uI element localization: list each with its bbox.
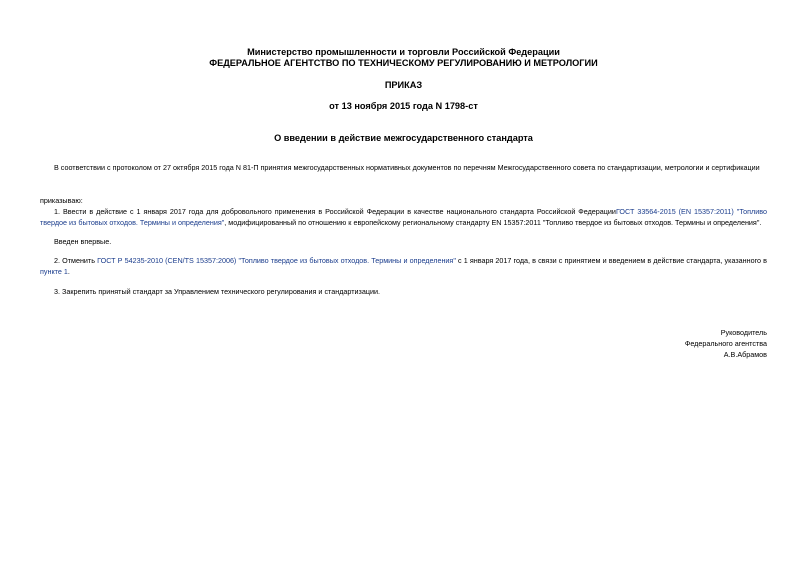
order-word: приказываю: [40, 196, 83, 205]
preamble-paragraph: В соответствии с протоколом от 27 октября 2015 года N 81-П принятия межгосударственных нормативных документов по перечням Межгосударственного совета по стандартизации, метрологии и сертификации [54, 163, 760, 172]
item-2-text-c: . [67, 267, 70, 276]
gost-r-54235-link[interactable]: ГОСТ Р 54235-2010 (CEN/TS 15357:2006) "Топливо твердое из бытовых отходов. Термины и определения" [97, 256, 456, 265]
item-2-text-b: с 1 января 2017 года, в связи с принятием и введением в действие стандарта, указанного в [455, 256, 767, 265]
signature-position-1: Руководитель [720, 328, 767, 337]
gost-33564-link[interactable]: ГОСТ 33564-2015 (EN 15357:2011) "Топливо твердое из бытовых отходов. Термины и определения" [40, 207, 767, 227]
first-introduced-note: Введен впервые. [54, 237, 112, 246]
document-title: О введении в действие межгосударственного стандарта [274, 133, 533, 143]
document-date: от 13 ноября 2015 года N 1798-ст [329, 101, 478, 111]
item-2-paragraph [40, 255, 767, 277]
item-1-text-b: , модифицированный по отношению к европейскому региональному стандарту EN 15357:2011 "Топливо твердое из бытовых отходов. Термины и определения". [224, 218, 762, 227]
agency-name: ФЕДЕРАЛЬНОЕ АГЕНТСТВО ПО ТЕХНИЧЕСКОМУ РЕГУЛИРОВАНИЮ И МЕТРОЛОГИИ [209, 58, 598, 68]
signature-position-2: Федерального агентства [684, 339, 767, 348]
item-1-reference-link[interactable]: пункте 1 [40, 267, 68, 276]
item-2-text-a: 2. Отменить [54, 256, 98, 265]
signature-name: А.В.Абрамов [723, 350, 767, 359]
item-1-paragraph [40, 206, 767, 228]
ministry-name: Министерство промышленности и торговли Российской Федерации [247, 47, 560, 57]
document-type: ПРИКАЗ [384, 80, 423, 90]
item-1-text-a: 1. Ввести в действие с 1 января 2017 года для добровольного применения в Российской Федерации в качестве национального стандарта Российской Федерации [54, 207, 616, 216]
item-3-paragraph: 3. Закрепить принятый стандарт за Управлением технического регулирования и стандартизации. [54, 287, 380, 296]
